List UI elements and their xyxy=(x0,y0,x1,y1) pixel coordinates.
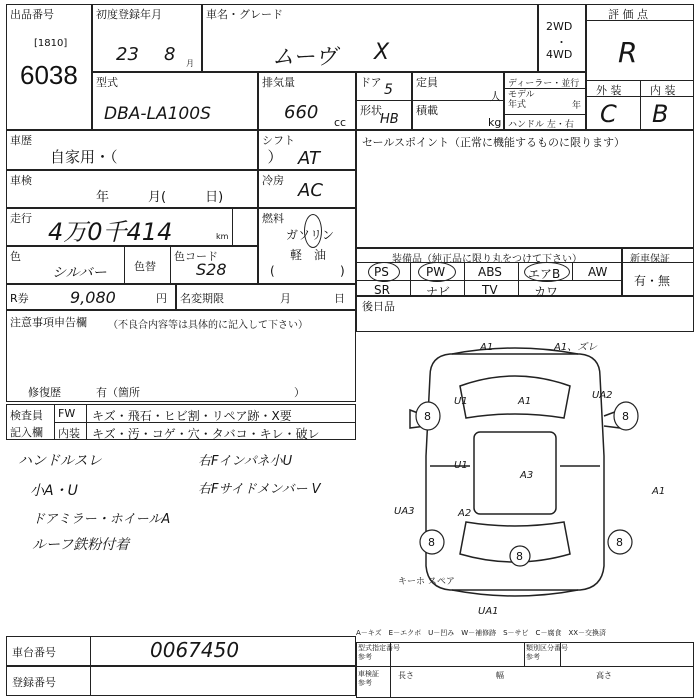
rating-value: R xyxy=(618,36,638,69)
tire-mark-3: 8 xyxy=(616,536,623,549)
post-day-box xyxy=(356,296,694,332)
chassis-divider xyxy=(90,636,91,666)
color-code: S28 xyxy=(196,260,227,279)
mark-4: UA2 xyxy=(592,390,613,401)
drive-4wd: 4WD xyxy=(546,48,573,61)
footer-v2 xyxy=(524,642,525,666)
fuel-diesel: 軽 油 xyxy=(290,248,327,262)
inspection-value: 年 月( 日) xyxy=(96,190,224,205)
equip-v2 xyxy=(464,262,465,296)
remark-right-2: 右Fサイドメンバー V xyxy=(198,482,321,497)
repair-label: 修復歴 xyxy=(28,386,61,399)
mark-5: U1 xyxy=(454,460,468,471)
grade: X xyxy=(374,40,390,65)
fuel-paren-l: ( xyxy=(270,264,275,278)
remark-line-1: ハンドルスレ xyxy=(18,453,102,469)
remark-right-1: 右Fインパネ小U xyxy=(198,454,293,469)
load-label: 積載 xyxy=(416,104,438,117)
model-code-label: 型式指定番号 参考 xyxy=(358,644,400,661)
shape-label: 形状 xyxy=(360,104,382,117)
inspection-label: 車検 xyxy=(10,174,32,187)
dealer-label: ディーラー・並行 xyxy=(508,79,580,89)
mark-6: A3 xyxy=(520,470,534,481)
car-name-label: 車名・グレード xyxy=(206,8,283,21)
fuel-circle xyxy=(304,214,322,248)
color-code-label: 色コード xyxy=(174,250,218,263)
equip-tv: TV xyxy=(482,283,498,297)
equip-v3 xyxy=(518,262,519,296)
length-label: 長さ xyxy=(398,671,414,680)
car-name: ムーヴ xyxy=(272,45,337,70)
mark-10: UA1 xyxy=(478,606,499,617)
interior-insp-items: キズ・汚・コゲ・穴・タバコ・キレ・破レ xyxy=(92,427,320,441)
mileage-km-divider xyxy=(232,208,233,246)
first-reg-month: 8 xyxy=(164,44,176,65)
fuel-label: 燃料 xyxy=(262,212,284,225)
equip-leather: カワ xyxy=(534,285,559,299)
roof xyxy=(474,432,556,514)
model-label: 型式 xyxy=(96,76,118,89)
mark-0: A1 xyxy=(480,342,494,353)
year-unit: 年 xyxy=(572,101,582,111)
equip-pw: PW xyxy=(426,265,446,279)
cc-unit: cc xyxy=(334,116,347,129)
interior-label: 内 装 xyxy=(650,84,676,97)
recycle-unit: 円 xyxy=(156,292,167,305)
drive-2wd: 2WD xyxy=(546,20,573,33)
mark-1: A1、ズレ xyxy=(554,342,598,353)
equip-h1 xyxy=(356,262,622,263)
displacement-label: 排気量 xyxy=(262,76,295,89)
handle-label: ハンドル 左・右 xyxy=(508,120,574,130)
title-change-month: 月 xyxy=(280,292,291,305)
remark-line-2: 小A・U xyxy=(30,483,78,499)
chassis-value: 0067450 xyxy=(150,638,240,662)
tire-mark-1: 8 xyxy=(622,410,629,423)
history-value: 自家用・（ ） xyxy=(50,148,283,166)
equip-airbag: エアB xyxy=(528,267,561,281)
remark-line-3: ドアミラー・ホイールA xyxy=(32,512,171,527)
color-divider xyxy=(124,246,125,284)
shift-value: AT xyxy=(298,148,320,169)
mark-9: A2 xyxy=(458,508,472,519)
spare-label: キーホ スペア xyxy=(398,577,455,587)
new-reg-value: 有・無 xyxy=(634,274,671,288)
legend: A－キズ E－エクボ U－凹み W－補修跡 S－サビ C－腐食 XX－交換済 xyxy=(356,629,607,637)
capacity-label: 定員 xyxy=(416,76,438,89)
equip-airbag-circle xyxy=(524,262,570,282)
title-change-label: 名変期限 xyxy=(180,292,224,305)
shift-label: シフト xyxy=(262,134,295,147)
color-value: シルバー xyxy=(52,265,107,281)
capacity-divider xyxy=(412,100,504,101)
equip-pw-circle xyxy=(418,262,456,282)
interior-grade: B xyxy=(652,100,669,128)
chassis-label: 車台番号 xyxy=(12,646,56,659)
displacement-value: 660 xyxy=(284,102,319,123)
equip-abs: ABS xyxy=(478,265,502,279)
model-value: DBA-LA100S xyxy=(104,104,211,124)
exterior-grade: C xyxy=(600,100,617,128)
sales-point-label: セールスポイント（正常に機能するものに限ります） xyxy=(362,136,626,149)
width-label: 幅 xyxy=(496,671,504,680)
windshield xyxy=(460,376,570,418)
shape-value: HB xyxy=(380,112,399,127)
lot-code: [1810] xyxy=(34,38,68,49)
tire-mark-2: 8 xyxy=(428,536,435,549)
mileage-label: 走行 xyxy=(10,212,32,225)
footer-h xyxy=(356,666,694,667)
equip-v1 xyxy=(410,262,411,296)
post-day-label: 後日品 xyxy=(362,300,395,313)
aircon-label: 冷房 xyxy=(262,174,284,187)
remark-line-4: ルーフ鉄粉付着 xyxy=(32,537,130,553)
handle-divider xyxy=(504,114,586,115)
door-label: ドア xyxy=(360,76,382,89)
color-change-label: 色替 xyxy=(134,260,156,273)
mark-2: U1 xyxy=(454,396,468,407)
recycle-label: R券 xyxy=(10,292,29,305)
door-shape-divider xyxy=(356,100,412,101)
load-unit: kg xyxy=(488,116,502,129)
capacity-unit: 人 xyxy=(490,90,501,103)
class-label: 類別区分番号 参考 xyxy=(526,644,568,661)
tire-mark-0: 8 xyxy=(424,410,431,423)
first-reg-label: 初度登録年月 xyxy=(96,8,162,21)
first-reg-year: 23 xyxy=(116,44,139,65)
fuel-paren-r: ) xyxy=(340,264,345,278)
color-divider-2 xyxy=(170,246,171,284)
grade-divider-v xyxy=(640,80,641,130)
notes-label: 注意事項申告欄 xyxy=(10,316,87,329)
reg-ref-label: 車検証 参考 xyxy=(358,670,379,687)
rating-label: 評 価 点 xyxy=(608,8,648,21)
reg-divider xyxy=(90,666,91,696)
mileage-value: 4万0千414 xyxy=(48,218,173,246)
inspector-label-1: 検査員 xyxy=(10,409,43,422)
equip-aw: AW xyxy=(588,265,608,279)
aircon-value: AC xyxy=(298,180,323,201)
reg-box xyxy=(6,666,356,696)
history-label: 車歴 xyxy=(10,134,32,147)
new-reg-label: 新車保証 xyxy=(630,254,670,265)
mark-7: A1 xyxy=(652,486,666,497)
mileage-unit: km xyxy=(216,232,229,241)
equip-v4 xyxy=(572,262,573,280)
fuel-gas: ガソリン xyxy=(286,228,335,242)
tire-mark-4: 8 xyxy=(516,550,523,563)
door-value: 5 xyxy=(384,82,393,98)
equip-h2 xyxy=(356,280,622,281)
equip-ps: PS xyxy=(374,265,389,279)
model-year-label: モデル 年式 xyxy=(508,90,535,110)
dealer-divider xyxy=(504,88,586,89)
equip-ps-circle xyxy=(368,262,400,282)
lot-number: 6038 xyxy=(20,60,78,90)
fw-items: キズ・飛石・ヒビ割・リペア跡・X要 xyxy=(92,409,292,423)
drive-dot: ・ xyxy=(556,36,567,49)
height-label: 高さ xyxy=(596,671,612,680)
exterior-label: 外 装 xyxy=(596,84,622,97)
car-diagram xyxy=(370,336,696,626)
lot-label: 出品番号 xyxy=(10,8,54,21)
recycle-value: 9,080 xyxy=(70,288,116,307)
fw-label: FW xyxy=(58,407,76,420)
title-change-day: 日 xyxy=(334,292,345,305)
equipment-label: 装備品（純正品に限り丸をつけて下さい） xyxy=(392,254,582,265)
equip-sr: SR xyxy=(374,283,390,297)
equip-navi: ナビ xyxy=(426,285,451,299)
reg-label: 登録番号 xyxy=(12,676,56,689)
inspector-label-2: 記入欄 xyxy=(10,426,43,439)
notes-hint: （不良合内容等は具体的に記入して下さい） xyxy=(108,320,308,331)
mark-3: A1 xyxy=(518,396,532,407)
month-suffix: 月 xyxy=(186,59,194,68)
mark-8: UA3 xyxy=(394,506,415,517)
interior-insp-label: 内装 xyxy=(58,427,80,440)
new-reg-divider xyxy=(622,262,694,263)
color-label: 色 xyxy=(10,250,21,263)
repair-value: 有（箇所 ） xyxy=(96,386,305,399)
